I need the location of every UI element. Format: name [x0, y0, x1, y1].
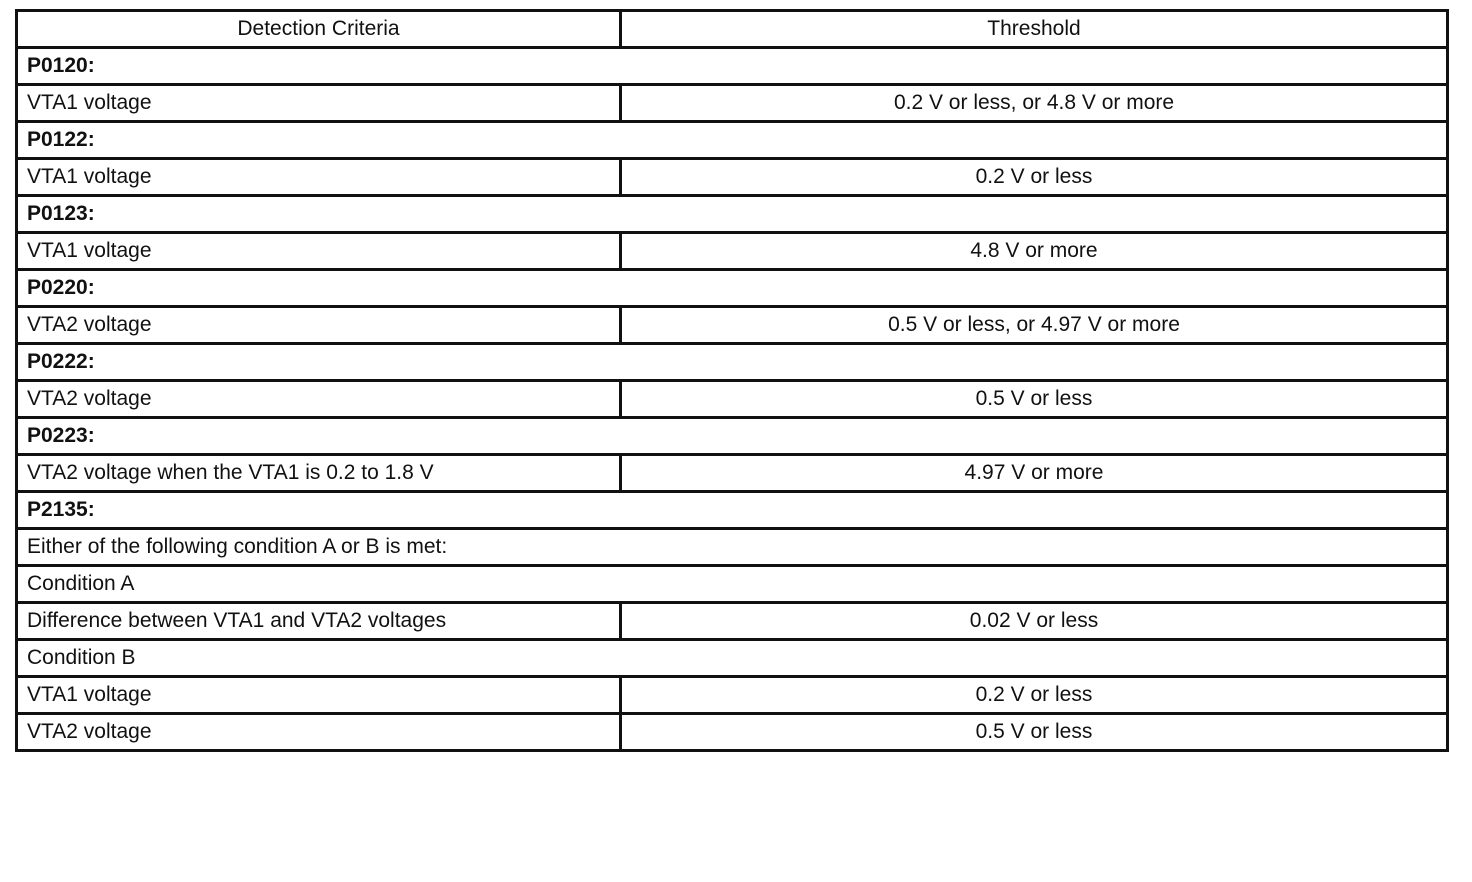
table-row: [17, 159, 1448, 196]
table-row: [17, 196, 1448, 233]
table-header-row: [17, 11, 1448, 48]
criteria-cell: VTA1 voltage: [17, 233, 621, 270]
threshold-cell: 0.5 V or less: [621, 381, 1448, 418]
dtc-code-cell: P0223:: [17, 418, 1448, 455]
dtc-code-cell: P0122:: [17, 122, 1448, 159]
criteria-cell: VTA2 voltage: [17, 381, 621, 418]
threshold-cell: 0.5 V or less, or 4.97 V or more: [621, 307, 1448, 344]
detection-criteria-table: [15, 9, 1449, 752]
table-row: [17, 566, 1448, 603]
table-row: [17, 122, 1448, 159]
table-row: [17, 344, 1448, 381]
table-row: [17, 381, 1448, 418]
table-row: [17, 455, 1448, 492]
dtc-code-cell: P0222:: [17, 344, 1448, 381]
dtc-code-cell: P0120:: [17, 48, 1448, 85]
threshold-cell: 0.5 V or less: [621, 714, 1448, 751]
threshold-cell: 0.2 V or less, or 4.8 V or more: [621, 85, 1448, 122]
dtc-code-cell: P2135:: [17, 492, 1448, 529]
threshold-cell: 0.02 V or less: [621, 603, 1448, 640]
table-row: [17, 48, 1448, 85]
table-row: [17, 307, 1448, 344]
table-row: [17, 677, 1448, 714]
table-row: [17, 85, 1448, 122]
threshold-cell: 0.2 V or less: [621, 159, 1448, 196]
table-row: [17, 233, 1448, 270]
threshold-cell: 4.97 V or more: [621, 455, 1448, 492]
threshold-cell: 4.8 V or more: [621, 233, 1448, 270]
table-row: [17, 603, 1448, 640]
criteria-cell: VTA2 voltage when the VTA1 is 0.2 to 1.8 V: [17, 455, 621, 492]
table-row: [17, 418, 1448, 455]
criteria-cell: VTA1 voltage: [17, 159, 621, 196]
threshold-cell: 0.2 V or less: [621, 677, 1448, 714]
criteria-cell: VTA2 voltage: [17, 714, 621, 751]
table-row: [17, 529, 1448, 566]
dtc-code-cell: P0123:: [17, 196, 1448, 233]
table-body: [17, 48, 1448, 751]
criteria-cell: VTA2 voltage: [17, 307, 621, 344]
dtc-code-cell: P0220:: [17, 270, 1448, 307]
condition-note-cell: Either of the following condition A or B is met:: [17, 529, 1448, 566]
table-row: [17, 492, 1448, 529]
header-detection-criteria: Detection Criteria: [17, 11, 621, 48]
table-row: [17, 270, 1448, 307]
header-threshold: Threshold: [621, 11, 1448, 48]
criteria-cell: Difference between VTA1 and VTA2 voltages: [17, 603, 621, 640]
table-row: [17, 714, 1448, 751]
criteria-cell: VTA1 voltage: [17, 677, 621, 714]
table-row: [17, 640, 1448, 677]
condition-note-cell: Condition B: [17, 640, 1448, 677]
condition-note-cell: Condition A: [17, 566, 1448, 603]
criteria-cell: VTA1 voltage: [17, 85, 621, 122]
